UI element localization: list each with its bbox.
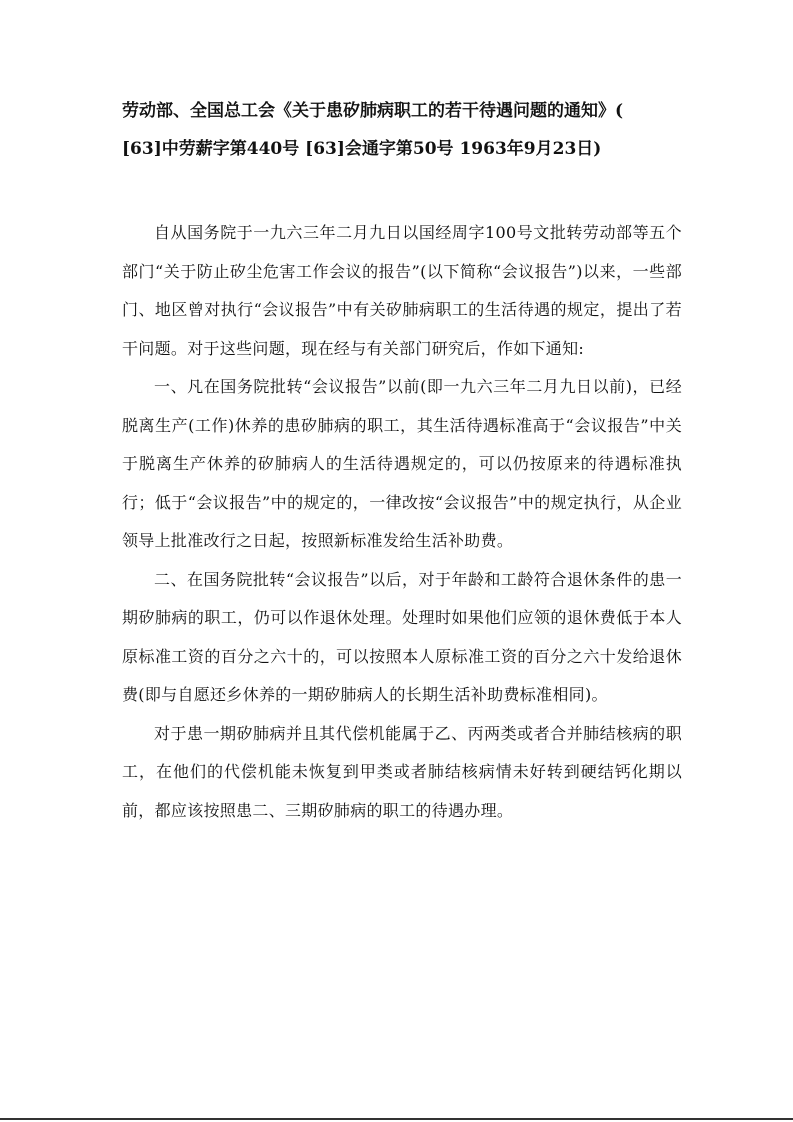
page-bottom-rule [0,1118,793,1120]
paragraph-item-1: 一、凡在国务院批转“会议报告”以前(即一九六三年二月九日以前)，已经脱离生产(工作)休养的患矽肺病的职工，其生活待遇标准高于“会议报告”中关于脱离生产休养的矽肺病人的生活待遇规定的，可以仍按原来的待遇标准执行；低于“会议报告”中的规定的，一律改按“会议报告”中的规定执行，从企业领导上批准改行之日起，按照新标准发给生活补助费。 [122,377,682,550]
document-title [122,92,682,168]
paragraph-item-2-supplement: 对于患一期矽肺病并且其代偿机能属于乙、丙两类或者合并肺结核病的职工，在他们的代偿机能未恢复到甲类或者肺结核病情未好转到硬结钙化期以前，都应该按照患二、三期矽肺病的职工的待遇办理。 [122,723,682,820]
title-line-2: [63]中劳薪字第440号 [63]会通字第50号 1963年9月23日) [122,139,602,159]
paragraph-intro: 自从国务院于一九六三年二月九日以国经周字100号文批转劳动部等五个部门“关于防止矽尘危害工作会议的报告”(以下简称“会议报告”)以来，一些部门、地区曾对执行“会议报告”中有关矽肺病职工的生活待遇的规定，提出了若干问题。对于这些问题，现在经与有关部门研究后，作如下通知: [122,223,682,358]
document-body [122,214,682,830]
paragraph-item-2: 二、在国务院批转“会议报告”以后，对于年龄和工龄符合退休条件的患一期矽肺病的职工，仍可以作退休处理。处理时如果他们应领的退休费低于本人原标准工资的百分之六十的，可以按照本人原标准工资的百分之六十发给退休费(即与自愿还乡休养的一期矽肺病人的长期生活补助费标准相同)。 [122,569,682,704]
title-line-1: 劳动部、全国总工会《关于患矽肺病职工的若干待遇问题的通知》( [122,101,624,121]
